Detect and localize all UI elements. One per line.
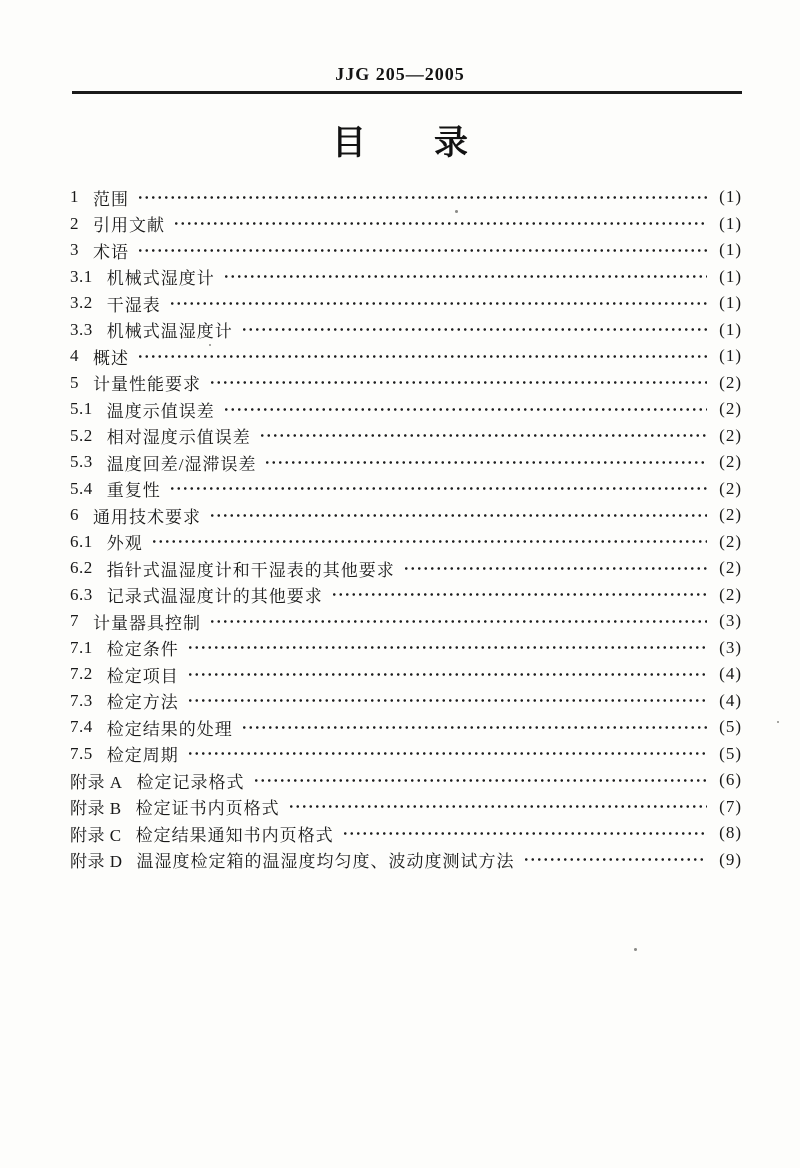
- toc-entry-number: 7.2: [70, 664, 93, 684]
- toc-entry-number: 6.3: [70, 584, 93, 604]
- toc-entry-number: 5.3: [70, 452, 93, 472]
- toc-entry-number: 7.1: [70, 637, 93, 657]
- toc-entry: [70, 211, 742, 238]
- toc-entry: [70, 714, 742, 741]
- toc-leader-dots: [342, 825, 708, 842]
- toc-entry-page: (1): [719, 213, 742, 233]
- toc-entry: [70, 317, 742, 344]
- toc-entry-page: (1): [719, 240, 742, 260]
- toc-leader-dots: [137, 348, 707, 365]
- toc-entry-label: 温度示值误差: [106, 401, 215, 421]
- toc-entry-label: 机械式湿度计: [106, 269, 215, 289]
- toc-entry-page: (2): [719, 372, 742, 392]
- toc-leader-dots: [209, 507, 707, 524]
- toc-entry-page: (1): [719, 293, 742, 313]
- toc-entry-page: (1): [719, 346, 742, 366]
- toc-entry-number: 5: [70, 372, 79, 392]
- toc-entry-label: 温湿度检定箱的温湿度均匀度、波动度测试方法: [136, 852, 515, 872]
- toc-entry-label: 温度回差/湿滞误差: [106, 454, 257, 474]
- toc-entry: [70, 370, 742, 397]
- toc-leader-dots: [169, 480, 707, 497]
- toc-leader-dots: [331, 586, 707, 603]
- toc-entry-label: 概述: [93, 348, 129, 368]
- toc-entry-label: 检定证书内页格式: [135, 799, 280, 819]
- toc-entry-number: 7: [70, 611, 79, 631]
- toc-entry-number: 附录 C: [70, 825, 122, 845]
- toc-leader-dots: [523, 851, 708, 868]
- toc-leader-dots: [403, 560, 707, 577]
- toc-entry-number: 5.2: [70, 425, 93, 445]
- toc-entry-label: 通用技术要求: [93, 507, 201, 527]
- toc-entry-number: 4: [70, 346, 79, 366]
- toc-entry-number: 7.3: [70, 690, 93, 710]
- toc-entry: [70, 847, 742, 874]
- page-title: 目 录: [332, 125, 468, 162]
- toc-entry: [70, 661, 742, 688]
- toc-entry-label: 干湿表: [106, 295, 161, 315]
- toc-leader-dots: [259, 427, 707, 444]
- toc-entry: [70, 423, 742, 450]
- toc-entry-page: (1): [719, 187, 742, 207]
- toc-leader-dots: [137, 189, 707, 206]
- toc-leader-dots: [209, 613, 707, 630]
- toc-entry-page: (2): [719, 531, 742, 551]
- toc-leader-dots: [151, 533, 707, 550]
- toc-entry-label: 相对湿度示值误差: [106, 428, 251, 448]
- scan-speck: [455, 210, 458, 213]
- toc-entry-page: (2): [719, 452, 742, 472]
- toc-leader-dots: [209, 374, 707, 391]
- toc-list: [70, 184, 742, 873]
- toc-leader-dots: [264, 454, 707, 471]
- toc-entry-page: (6): [719, 770, 742, 790]
- toc-entry-number: 2: [70, 213, 79, 233]
- toc-leader-dots: [223, 268, 707, 285]
- toc-entry-number: 3.1: [70, 266, 93, 286]
- toc-entry-number: 3.3: [70, 319, 93, 339]
- toc-entry-label: 检定记录格式: [136, 772, 245, 792]
- toc-leader-dots: [187, 666, 707, 683]
- toc-entry-label: 术语: [93, 242, 129, 262]
- toc-leader-dots: [253, 772, 708, 789]
- toc-entry: [70, 767, 742, 794]
- toc-entry-label: 检定周期: [106, 746, 179, 766]
- toc-leader-dots: [223, 401, 707, 418]
- toc-entry-number: 附录 A: [70, 772, 123, 792]
- toc-entry-number: 6.2: [70, 558, 93, 578]
- toc-entry-number: 3.2: [70, 293, 93, 313]
- toc-leader-dots: [173, 215, 707, 232]
- toc-entry: [70, 502, 742, 529]
- toc-entry: [70, 449, 742, 476]
- toc-entry-page: (5): [719, 717, 742, 737]
- toc-entry: [70, 794, 742, 821]
- scan-speck: [634, 948, 637, 951]
- toc-leader-dots: [187, 745, 707, 762]
- toc-entry-label: 范围: [93, 189, 129, 209]
- toc-entry-label: 检定条件: [106, 640, 179, 660]
- toc-entry-label: 检定方法: [106, 693, 179, 713]
- toc-entry-page: (7): [719, 796, 742, 816]
- toc-entry-page: (1): [719, 319, 742, 339]
- toc-entry: [70, 741, 742, 768]
- toc-entry-label: 检定项目: [106, 666, 179, 686]
- toc-entry-number: 1: [70, 187, 79, 207]
- toc-leader-dots: [187, 692, 707, 709]
- toc-entry: [70, 555, 742, 582]
- toc-entry-page: (3): [719, 611, 742, 631]
- toc-entry: [70, 184, 742, 211]
- toc-entry: [70, 290, 742, 317]
- toc-entry-page: (2): [719, 478, 742, 498]
- toc-entry-label: 外观: [106, 534, 143, 554]
- toc-entry: [70, 608, 742, 635]
- toc-entry-label: 记录式温湿度计的其他要求: [106, 587, 323, 607]
- toc-entry-number: 5.1: [70, 399, 93, 419]
- toc-entry-page: (8): [719, 823, 742, 843]
- toc-entry-label: 检定结果通知书内页格式: [135, 825, 334, 845]
- toc-entry-label: 计量性能要求: [93, 375, 201, 395]
- toc-entry-label: 指针式温湿度计和干湿表的其他要求: [106, 560, 395, 580]
- header-rule: [72, 91, 742, 94]
- toc-entry-page: (5): [719, 743, 742, 763]
- toc-entry-number: 附录 D: [70, 852, 123, 872]
- scan-speck: [777, 721, 779, 723]
- toc-leader-dots: [187, 639, 707, 656]
- toc-leader-dots: [288, 798, 708, 815]
- toc-entry: [70, 237, 742, 264]
- toc-entry-page: (2): [719, 558, 742, 578]
- toc-entry-page: (3): [719, 637, 742, 657]
- toc-entry-page: (4): [719, 664, 742, 684]
- toc-entry-page: (2): [719, 584, 742, 604]
- scan-speck: [209, 344, 211, 346]
- toc-entry-page: (2): [719, 399, 742, 419]
- toc-entry: [70, 396, 742, 423]
- toc-entry-page: (2): [719, 505, 742, 525]
- toc-entry: [70, 343, 742, 370]
- toc-entry-label: 计量器具控制: [93, 613, 201, 633]
- toc-entry-number: 6.1: [70, 531, 93, 551]
- toc-entry-number: 附录 B: [70, 799, 122, 819]
- toc-entry-number: 6: [70, 505, 79, 525]
- toc-leader-dots: [241, 719, 707, 736]
- toc-leader-dots: [169, 295, 707, 312]
- toc-entry-page: (9): [719, 849, 742, 869]
- toc-entry-label: 机械式温湿度计: [106, 322, 233, 342]
- doc-code: JJG 205—2005: [335, 64, 465, 84]
- toc-entry-number: 3: [70, 240, 79, 260]
- toc-entry-number: 7.5: [70, 743, 93, 763]
- toc-entry-number: 7.4: [70, 717, 93, 737]
- toc-entry-label: 重复性: [106, 481, 161, 501]
- toc-entry: [70, 529, 742, 556]
- toc-entry: [70, 582, 742, 609]
- toc-leader-dots: [137, 242, 707, 259]
- toc-entry-number: 5.4: [70, 478, 93, 498]
- toc-entry: [70, 264, 742, 291]
- toc-leader-dots: [241, 321, 707, 338]
- toc-entry-page: (2): [719, 425, 742, 445]
- toc-entry-label: 引用文献: [93, 216, 165, 236]
- toc-entry: [70, 476, 742, 503]
- toc-entry-page: (4): [719, 690, 742, 710]
- toc-entry: [70, 688, 742, 715]
- toc-entry: [70, 635, 742, 662]
- toc-entry-label: 检定结果的处理: [106, 719, 233, 739]
- toc-entry-page: (1): [719, 266, 742, 286]
- toc-entry: [70, 820, 742, 847]
